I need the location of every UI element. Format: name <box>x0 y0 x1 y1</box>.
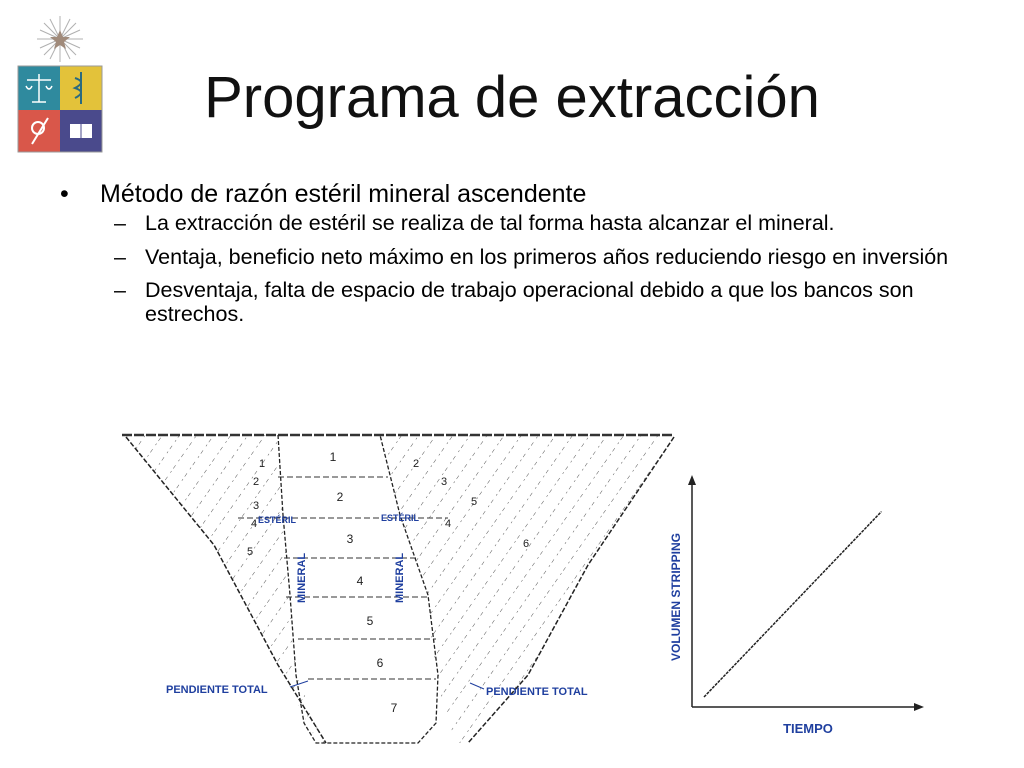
bullet-dot: • <box>60 180 69 208</box>
pendiente-total-label-right: PENDIENTE TOTAL <box>486 686 588 698</box>
sub-bullet-text: Ventaja, beneficio neto máximo en los primeros años reduciendo riesgo en inversión <box>145 244 949 269</box>
waste-number: 2 <box>252 476 260 488</box>
y-axis-arrow <box>688 475 696 485</box>
bullet-item <box>56 178 976 210</box>
bench-number: 4 <box>356 574 364 588</box>
waste-number: 3 <box>252 500 260 512</box>
mineral-label-right: MINERAL <box>394 552 406 603</box>
waste-number: 5 <box>246 546 254 558</box>
bench-number: 2 <box>336 490 344 504</box>
sub-bullet-item <box>56 246 976 270</box>
bench-number: 6 <box>376 656 384 670</box>
waste-number: 4 <box>444 518 452 530</box>
waste-number: 1 <box>258 458 266 470</box>
bench-number: 5 <box>366 614 374 628</box>
sub-bullet-dash: – <box>114 278 126 302</box>
y-axis-label: VOLUMEN STRIPPING <box>669 532 683 662</box>
stripping-chart <box>669 475 924 736</box>
sub-bullet-text: La extracción de estéril se realiza de tal forma hasta alcanzar el mineral. <box>145 211 835 235</box>
x-axis-label: TIEMPO <box>783 721 833 736</box>
bench-number: 3 <box>346 532 354 546</box>
sub-bullet-dash: – <box>114 211 126 235</box>
waste-number: 6 <box>522 538 530 550</box>
sub-bullet-item <box>56 212 976 236</box>
sub-bullet-item <box>56 279 976 326</box>
x-axis-arrow <box>914 703 924 711</box>
sub-bullet-dash: – <box>114 244 126 269</box>
pendiente-total-label-left: PENDIENTE TOTAL <box>166 684 268 696</box>
pit-and-stripping-figure <box>118 425 938 763</box>
esteril-label-right: ESTÉRIL <box>381 513 420 523</box>
bench-number: 7 <box>390 701 398 715</box>
waste-number: 3 <box>440 476 448 488</box>
series-line <box>704 512 881 697</box>
waste-number: 5 <box>470 496 478 508</box>
slide-title: Programa de extracción <box>204 65 820 130</box>
bullet-list <box>56 178 976 336</box>
bench-number: 1 <box>329 450 337 464</box>
waste-number: 4 <box>250 518 258 530</box>
waste-number: 2 <box>412 458 420 470</box>
bullet-text: Método de razón estéril mineral ascendente <box>100 180 587 208</box>
open-pit-diagram <box>122 435 674 743</box>
esteril-label-left: ESTÉRIL <box>258 515 297 525</box>
sub-bullet-list <box>56 212 976 326</box>
sub-bullet-text: Desventaja, falta de espacio de trabajo operacional debido a que los bancos son estrechos. <box>145 278 914 326</box>
mineral-label-left: MINERAL <box>296 552 308 603</box>
